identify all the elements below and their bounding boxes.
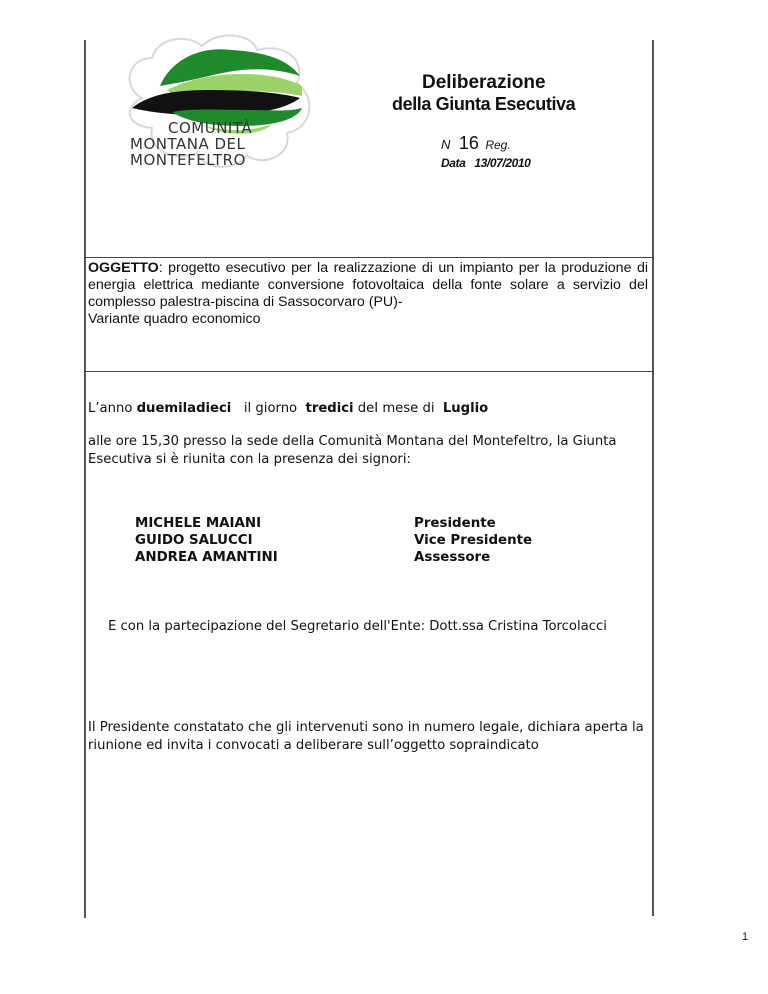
document-title-line-2: della Giunta Esecutiva	[392, 94, 576, 114]
day-prefix: il giorno	[231, 401, 306, 416]
number-suffix: Reg.	[485, 138, 511, 152]
member-role: Presidente	[414, 516, 496, 531]
subject-label: OGGETTO	[88, 260, 159, 276]
member-name: GUIDO SALUCCI	[135, 533, 253, 548]
document-title-line-1: Deliberazione	[422, 72, 546, 93]
subject-top-rule	[84, 257, 654, 258]
year-value: duemiladieci	[136, 401, 232, 416]
number-label: N	[441, 137, 451, 152]
number-value: 16	[458, 133, 479, 153]
date-value: 13/07/2010	[474, 156, 531, 170]
year-prefix: L’anno	[88, 401, 137, 416]
member-names	[135, 515, 278, 566]
org-name-line-2: MONTANA DEL	[130, 135, 246, 153]
left-border-line	[84, 40, 86, 918]
member-role: Assessore	[414, 550, 491, 565]
meeting-paragraph: alle ore 15,30 presso la sede della Comunità Montana del Montefeltro, la Giunta Esecutiva si è riunita con la presenza dei signori:	[88, 434, 617, 467]
org-name-line-3: MONTEFELTRO	[130, 151, 246, 169]
subject-text: : progetto esecutivo per la realizzazione di un impianto per la produzione di energia elettrica mediante conversione fotovoltaica della fonte solare a servizio del complesso palestra-piscina di Sassocorvaro (PU)-	[88, 260, 648, 310]
secretary-line: E con la partecipazione del Segretario dell'Ente: Dott.ssa Cristina Torcolacci	[108, 619, 607, 634]
subject-bottom-rule	[84, 371, 654, 372]
organization-name	[130, 120, 290, 168]
subject-last-line: Variante quadro economico	[88, 311, 261, 327]
year-line	[88, 401, 488, 416]
president-paragraph: Il Presidente constatato che gli intervenuti sono in numero legale, dichiara aperta la riunione ed invita i convocati a deliberare sull’oggetto sopraindicato	[88, 720, 644, 753]
org-name-line-1: COMUNITÀ	[168, 119, 253, 137]
page-number: 1	[742, 931, 749, 943]
date-label: Data	[441, 156, 466, 170]
subject-block	[88, 260, 648, 328]
member-name: ANDREA AMANTINI	[135, 550, 278, 565]
member-name: MICHELE MAIANI	[135, 516, 262, 531]
document-date	[441, 156, 530, 170]
register-number	[441, 133, 511, 154]
month-value: Luglio	[442, 401, 489, 416]
month-prefix: deI mese di	[353, 401, 443, 416]
member-roles	[414, 515, 532, 566]
day-value: tredici	[305, 401, 354, 416]
right-border-line	[652, 40, 654, 916]
member-role: Vice Presidente	[414, 533, 533, 548]
